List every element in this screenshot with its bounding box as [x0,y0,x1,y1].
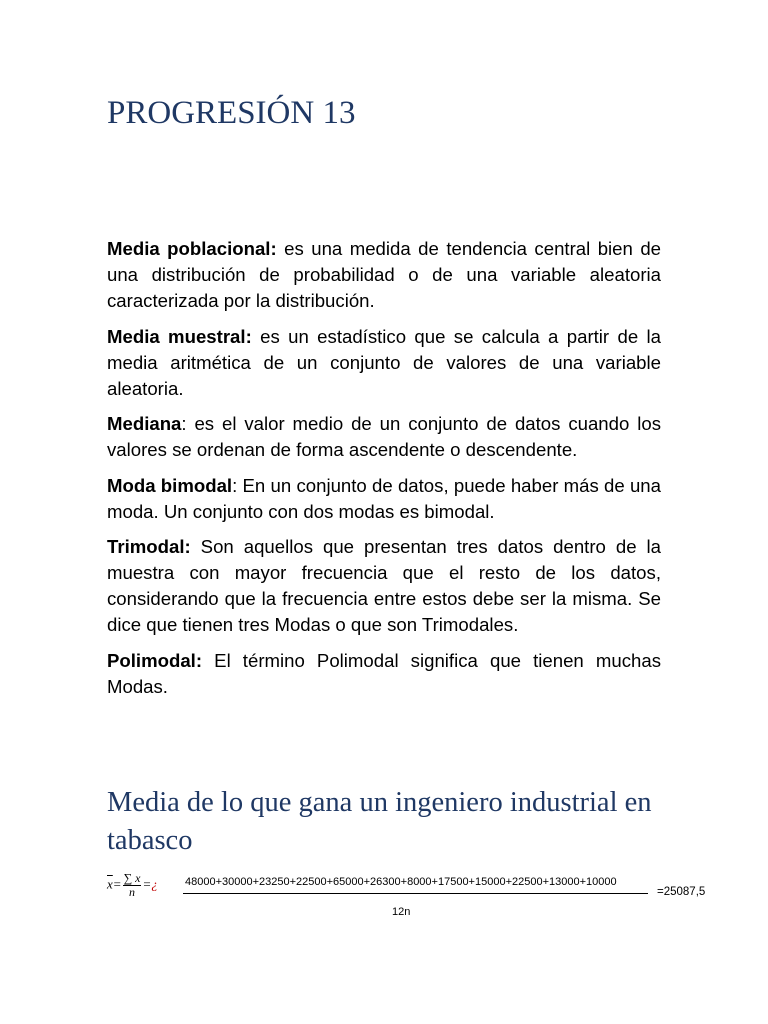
formula-numerator: 48000+30000+23250+22500+65000+26300+8000+17500+15000+22500+13000+10000 [185,876,617,888]
definition-moda-bimodal [107,473,661,525]
definition-media-muestral [107,324,661,402]
definition-term: Mediana [107,413,182,434]
definition-media-poblacional [107,236,661,314]
definitions-list [107,236,661,709]
definition-text: El término Polimodal significa que tienen muchas Modas. [107,649,661,697]
definition-trimodal [107,534,661,638]
definition-text: Son aquellos que presentan tres datos dentro de la muestra con mayor frecuencia que el resto de los datos, considerando que la frecuencia entre estos debe ser la misma. Se dice que tienen tres Modas o que son Trimodales. [107,536,661,635]
page-title: PROGRESIÓN 13 [107,95,356,131]
definition-term: Media muestral: [107,325,252,347]
sum-over-n-fraction [123,872,142,899]
formula-result: =25087,5 [657,886,706,898]
definition-term: Polimodal: [107,649,203,671]
formula-denominator: 12n [392,906,411,918]
n-symbol: n [129,885,135,899]
section-heading: Media de lo que gana un ingeniero industrial en tabasco [107,787,652,856]
mean-formula [107,866,727,926]
formula-lhs [107,872,158,899]
placeholder-glyph: ¿ [151,876,158,892]
definition-term: Moda bimodal [107,474,233,496]
definition-text: : es el valor medio de un conjunto de datos cuando los valores se ordenan de forma ascendente o descendente. [107,413,661,460]
equals-sign: = [142,876,152,892]
definition-polimodal [107,648,661,700]
definition-term: Trimodal: [107,536,191,557]
xbar-symbol: $\overline{x}$ [107,876,113,892]
fraction-bar [183,893,648,894]
definition-text: es una medida de tendencia central bien de una distribución de probabilidad o de una variable aleatoria caracterizada por la distribución. [107,238,661,311]
definition-text: : En un conjunto de datos, puede haber más de una moda. Un conjunto con dos modas es bimodal. [107,474,661,522]
definition-text: es un estadístico que se calcula a partir de la media aritmética de un conjunto de valores de una variable aleatoria. [107,325,661,399]
sigma-x: ∑ x [123,871,141,885]
definition-term: Media poblacional: [107,238,277,259]
definition-mediana [107,411,661,463]
equals-sign: = [112,876,122,892]
